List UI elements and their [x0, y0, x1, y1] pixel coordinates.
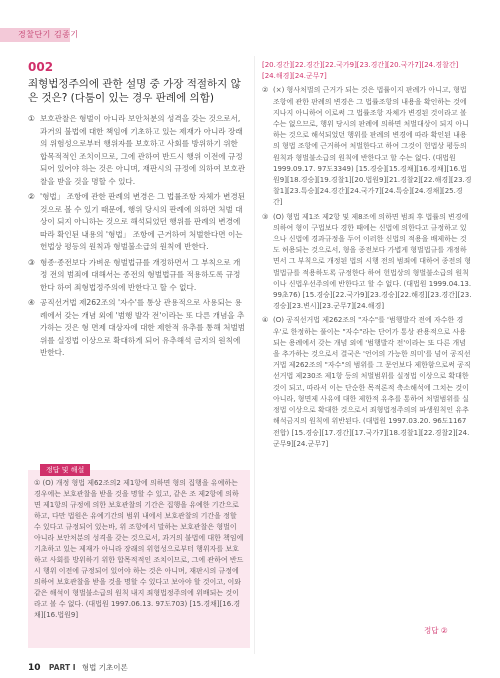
option-4-num: ④ — [28, 298, 35, 307]
option-1 — [28, 113, 246, 188]
option-2-num: ② — [28, 192, 35, 201]
chapter-label: 형법 기초이론 — [81, 663, 128, 672]
explanation-3-text: (O) 형법 제1조 제2항 및 제8조에 의하면 범죄 후 법률의 변경에 의하여 형이 구법보다 경한 때에는 신법에 의한다고 규정하고 있으나 신법에 경과규정을 두어 이러한 신법의 적용을 배제하는 것도 허용되는 것으로서, 형을 종전보다 가볍게 형벌법규를 개정하면서 그 부칙으로 개정된 법의 시행 전의 범죄에 대하여 종전의 형벌법규를 적용하도록 규정한다 하여 헌법상의 형벌불소급의 원칙이나 신법우선주의에 반한다고 할 수 없다. (대법원 1999.04.13. 99초76) [15.경승][22.국가9][23.경승][22.해경][23.경간][23.경승][23.변시][23.군무7][24.해경] — [273, 212, 472, 311]
option-4 — [28, 297, 246, 360]
answer-tag: 정답 및 해설 — [40, 464, 90, 476]
question-number: 002 — [28, 60, 54, 74]
page-footer — [28, 662, 128, 673]
option-3 — [28, 257, 246, 295]
header-label: 경찰단기 김종기 — [18, 30, 79, 39]
part-label: PART Ⅰ — [48, 663, 76, 672]
column-divider — [254, 56, 255, 654]
top-source-tags: [20.경간][22.경간][22.국가9][23.경간][20.국가7][24.경찰간][24.해경][24.군무7] — [262, 61, 459, 81]
page-number: 10 — [28, 663, 41, 673]
option-3-text: 형종·종전보다 가벼운 형벌법규를 개정하면서 그 부칙으로 개정 전의 범죄에 대해서는 종전의 형벌법규를 적용하도록 규정한다 하여 죄형법정주의에 반한다고 할 수 없다. — [40, 257, 241, 292]
explanation-2-num: ② — [262, 86, 269, 95]
option-2-text: '형법」 조항에 관한 판례의 변경은 그 법률조항 자체가 변경된 것으로 볼 수 있기 때문에, 행위 당시의 판례에 의하면 처벌 대상이 되지 아니하는 것으로 해석되었던 행위를 판례의 변경에 따라 확인된 내용의 '형법」 조항에 근거하여 처벌한다면 이는 헌법상 평등의 원칙과 형벌불소급의 원칙에 반한다. — [40, 192, 246, 251]
explanation-3 — [262, 212, 472, 313]
option-1-num: ① — [28, 114, 35, 123]
question-block — [28, 60, 246, 363]
option-4-text: 공직선거법 제262조의 '자수'를 통상 관용적으로 사용되는 용례에서 갖는 개념 외에 '범행 발각 전'이라는 또 다른 개념을 추가하는 것은 형 면제 대상자에 대한 제한적 유추를 통해 처벌범위를 실정법 이상으로 확대하게 되어 유추해석 금지의 원칙에 반한다. — [40, 298, 246, 357]
option-1-text: 보호관찰은 형벌이 아니라 보안처분의 성격을 갖는 것으로서, 과거의 불법에 대한 책임에 기초하고 있는 제재가 아니라 장래의 위험성으로부터 행위자를 보호하고 사회를 방위하기 위한 합목적적인 조치이므로, 그에 관하여 반드시 행위 이전에 규정되어 있어야 하는 것은 아니며, 재판시의 규정에 의하여 보호관찰을 받을 것을 명할 수 있다. — [40, 114, 246, 186]
answer-explanation-1: ① (O) 개정 형법 제62조의2 제1항에 의하면 형의 집행을 유예하는 경우에는 보호관찰을 받을 것을 명할 수 있고, 같은 조 제2항에 의하면 제1항의 규정에 의한 보호관찰의 기간은 집행을 유예한 기간으로 하고, 다만 법원은 유예기간의 범위 내에서 보호관찰의 기간을 정할 수 있다고 규정되어 있는바, 위 조항에서 말하는 보호관찰은 형벌이 아니라 보안처분의 성격을 갖는 것으로서, 과거의 불법에 대한 책임에 기초하고 있는 제재가 아니라 장래의 위험성으로부터 행위자를 보호하고 사회를 방위하기 위한 합목적적인 조치이므로, 그에 관하여 반드시 행위 이전에 규정되어 있어야 하는 것은 아니며, 재판시의 규정에 의하여 보호관찰을 받을 것을 명할 수 있다고 보아야 할 것이고, 이와 같은 해석이 형벌불소급의 원칙 내지 죄형법정주의에 위배되는 것이라고 볼 수 없다. (대법원 1997.06.13. 97도703) [15.경채][16.경채][16.법원9] — [34, 479, 244, 619]
explanation-3-num: ③ — [262, 212, 269, 221]
explanation-2 — [262, 85, 472, 208]
explanation-block — [262, 60, 472, 453]
question-title: 죄형법정주의에 관한 설명 중 가장 적절하지 않은 것은? (다툼이 있는 경우 판례에 의함) — [28, 78, 241, 104]
option-2 — [28, 191, 246, 254]
explanation-4 — [262, 315, 472, 449]
option-3-num: ③ — [28, 257, 35, 267]
explanation-2-text: (×) 형사처벌의 근거가 되는 것은 법률이지 판례가 아니고, 형법 조항에 관한 판례의 변경은 그 법률조항의 내용을 확인하는 것에 지나지 아니하여 이로써 그 법률조항 자체가 변경된 것이라고 볼 수는 없으므로, 행위 당시의 판례에 의하면 처벌대상이 되지 아니하는 것으로 해석되었던 행위를 판례의 변경에 따라 확인된 내용의 형법 조항에 근거하여 처벌한다고 하여 그것이 헌법상 평등의 원칙과 형벌불소급의 원칙에 반한다고 할 수는 없다. (대법원 1999.09.17. 97도3349) [15.경승][15.경채][16.경채][16.법원9][18.경승][19.경찰1][20.법원9][21.경찰2][22.해경][23.경찰1][23.특승][24.경간][24.국가7][24.특승][24.경채][25.경간] — [273, 86, 472, 207]
final-answer: 정답 ② — [424, 626, 448, 635]
explanation-4-num: ④ — [262, 316, 269, 325]
explanation-4-text: (O) 공직선거법 제262조의 "자수"를 '범행발각 전에 자수한 경우'로 한정하는 풀이는 "자수"라는 단어가 통상 관용적으로 사용되는 용례에서 갖는 개념 외에 '범행발각 전'이라는 또 다른 개념을 추가하는 것으로서 결국은 '언어의 가능한 의미'를 넘어 공직선거법 제262조의 "자수"의 범위를 그 문언보다 제한함으로써 공직선거법 제230조 제1항 등의 처벌범위를 실정법 이상으로 확대한 것이 되고, 따라서 이는 단순한 목적론적 축소해석에 그치는 것이 아니라, 형면제 사유에 대한 제한적 유추를 통하여 처벌범위를 실정법 이상으로 확대한 것으로서 죄형법정주의의 파생원칙인 유추해석금지의 원칙에 위반된다. (대법원 1997.03.20. 96도1167 전합) [15.경승][17.경간][17.국가7][18.경찰1][22.경찰2][24.군무9][24.군무7] — [273, 316, 471, 448]
